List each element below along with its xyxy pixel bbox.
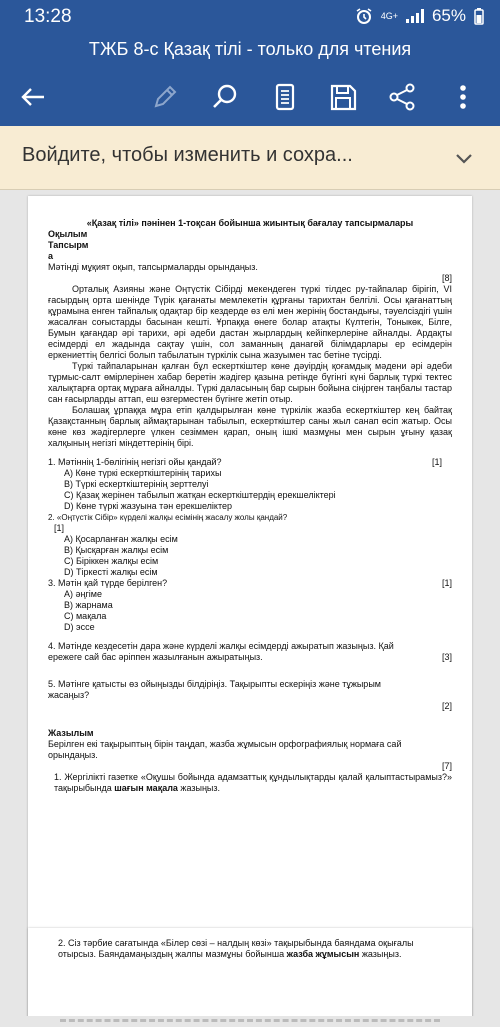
q2-option-c: C) Біріккен жалқы есім	[64, 556, 159, 566]
question-5	[48, 679, 452, 701]
writing-task-2	[48, 938, 452, 960]
document-body-2	[48, 938, 452, 960]
writing-task-2-end: жазыңыз.	[359, 949, 402, 959]
writing-task-1-end: жазыңыз.	[177, 783, 221, 793]
battery-icon	[474, 7, 484, 25]
battery-percent: 65%	[431, 6, 466, 25]
q3-option-a: A) әңгіме	[64, 589, 102, 599]
question-4	[48, 641, 452, 663]
task-label-b: а	[48, 251, 54, 261]
q3-option-c: C) мақала	[64, 611, 107, 621]
question-1	[48, 457, 452, 468]
question-3-points: [1]	[441, 578, 452, 588]
network-type: 4G+	[380, 10, 398, 21]
writing-task-2-text: 2. Сіз тәрбие сағатында «Білер сөзі – налдың көзі» тақырыбында баяндама оқығалы отырсыз. Баяндамаңыздың жалпы мазмұны бойынша	[58, 938, 414, 959]
reading-mode-icon[interactable]	[270, 82, 300, 112]
q1-option-d: D) Көне түркі жазуына тән ерекшеліктер	[64, 501, 232, 511]
question-1-points: [1]	[431, 457, 442, 467]
question-2-text: 2. «Оңтүстік Сібір» күрделі жалқы есімінің жасалу жолы қандай?	[48, 513, 288, 522]
save-icon[interactable]	[328, 82, 358, 112]
writing-task-2-emphasis: жазба жұмысын	[286, 949, 360, 959]
writing-task-1-emphasis: шағын мақала	[114, 783, 178, 793]
paragraph-2: Түркі тайпаларынан қалған бұл ескерткіштер көне дәуірдің қоғамдық мәдени әрі әдеби тұрмыс-салт өмірлерінен хабар беретін жәдігер қазына ретінде бүгінгі күні барлық түркі тектес халықтарға ортақ мұраға айналды. Түркі даласының бар сырын бойына сіңірген таңбалы тастар сан ғасырларды аттап, еш өзгермеcтен бүгінге жетіп отыр.	[48, 361, 452, 404]
question-4-points: [3]	[441, 652, 452, 662]
pen-icon[interactable]	[150, 82, 180, 112]
q1-option-a: A) Көне түркі ескерткіштерінің тарихы	[64, 468, 222, 478]
paragraph-3: Болашақ ұрпаққа мұра етіп қалдырылған көне түркілік жазба ескерткіштер кең байтақ Қазақстанның барлық аймақтарынан табылып, ескерткіштер саны жыл санап өсіп жатыр. Осы көне көз жәдігерлерге үлкен сезіммен қарап, оның ішкі мазмұны мен сырын ұғыну қазақ халқының негізгі міндеттерінің бірі.	[48, 405, 452, 448]
signal-icon	[406, 9, 424, 23]
question-5-text: 5. Мәтінге қатысты өз ойыңызды білдіріңіз. Тақырыпты ескеріңіз және тұжырым жасаңыз?	[48, 679, 381, 700]
document-title: ТЖБ 8-с Қазақ тілі - только для чтения	[0, 32, 500, 68]
status-bar	[0, 0, 500, 32]
document-page-2	[28, 928, 472, 1020]
q3-option-b: B) жарнама	[64, 600, 113, 610]
status-time: 13:28	[24, 6, 72, 27]
status-icons	[355, 6, 484, 26]
share-icon[interactable]	[388, 82, 418, 112]
question-1-text: 1. Мәтіннің 1-бөлігінің негізгі ойы қандай?	[48, 457, 222, 467]
instruction-text: Мәтінді мұқият оқып, тапсырмаларды орындаңыз.	[48, 262, 258, 272]
section-writing: Жазылым	[48, 728, 94, 738]
chevron-down-icon[interactable]	[454, 148, 474, 168]
signin-banner-text: Войдите, чтобы изменить и сохра...	[22, 144, 353, 166]
signin-banner[interactable]	[0, 126, 500, 190]
q1-option-c: C) Қазақ жерінен табылып жатқан ескерткіштердің ерекшеліктері	[64, 490, 336, 500]
document-body	[48, 218, 452, 794]
q2-option-d: D) Тіркесті жалқы есім	[64, 567, 158, 577]
writing-task-1	[48, 772, 452, 794]
question-5-points: [2]	[441, 701, 452, 711]
question-3-text: 3. Мәтін қай түрде берілген?	[48, 578, 168, 588]
question-3	[48, 578, 452, 589]
document-page-1	[28, 196, 472, 1020]
question-4-text: 4. Мәтінде кездесетін дара және күрделі жалқы есімдерді ажыратып жазыңыз. Қай ережеге сай бас әріппен жазылғанын ажыратыңыз.	[48, 641, 394, 662]
q2-option-b: B) Қысқарған жалқы есім	[64, 545, 169, 555]
search-icon[interactable]	[210, 82, 240, 112]
writing-instruction: Берілген екі тақырыптың бірін таңдап, жазба жұмысын орфографиялық нормаға сай орындаңыз.	[48, 739, 402, 760]
points-label: [8]	[441, 273, 452, 283]
q2-option-a: A) Қосарланған жалқы есім	[64, 534, 178, 544]
paragraph-1: Орталық Азияны және Оңтүстік Сібірді мекендеген түркі тілдес ру-тайпалар бірігіп, VI ғасырдың орта шенінде Түрік қағанаты мемлекетін құрғаны тарихтан белгілі. Осы қағанаттың құрамына енген тайпалық одақтар бір кездерде өз елі мен жерінің бостандығы, тәуелсіздігі үшін жасалған соғыстарды басынан кешті. Ұрпаққа өнеге болар атақты Күлтегін, Тоныкөк, Білге, Бумын қағандар әрі тарихи, әрі әдеби дастан жырлардың кейіпкерлеріне айналды. Ардақты есімдерді ел жадында сақтау үшін, сол заманның данагөй білімдарлары ер есімдерін еркениеттің белгісі болып табылатын түркілік сына жазуымен тас бетіне түсірді.	[48, 284, 452, 360]
back-arrow-icon[interactable]	[18, 82, 48, 112]
bottom-scroll-indicator	[0, 1016, 500, 1027]
writing-task-1-text: 1. Жергілікті газетке «Оқушы бойында адамзаттық құндылықтарды қалай қалыптастырамыз?» тақырыбында	[54, 772, 452, 793]
alarm-icon	[355, 7, 373, 25]
toolbar	[0, 68, 500, 126]
section-reading: Оқылым	[48, 229, 88, 239]
question-2-points: [1]	[54, 523, 65, 533]
writing-points: [7]	[441, 761, 452, 771]
more-vertical-icon[interactable]	[448, 82, 478, 112]
assessment-heading: «Қазақ тілі» пәнінен 1-тоқсан бойынша жиынтық бағалау тапсырмалары	[86, 218, 414, 228]
q3-option-d: D) эссе	[64, 622, 95, 632]
q1-option-b: B) Түркі ескерткіштерінің зерттелуі	[64, 479, 209, 489]
task-label-a: Тапсырм	[48, 240, 89, 250]
